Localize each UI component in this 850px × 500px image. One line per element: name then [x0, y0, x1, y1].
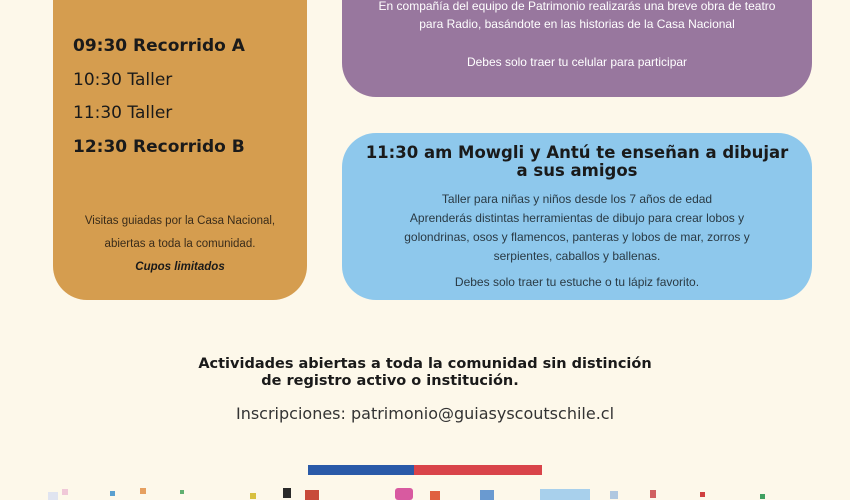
schedule-item-recorrido-a: 09:30 Recorrido A: [73, 36, 245, 56]
community-notice-line2: de registro activo o institución.: [261, 373, 519, 389]
drawing-activity-panel: [342, 133, 812, 300]
schedule-note-line1: Visitas guiadas por la Casa Nacional,: [84, 215, 276, 227]
flag-stripe: [308, 465, 542, 475]
schedule-panel: [53, 0, 307, 300]
drawing-activity-line2: Aprenderás distintas herramientas de dibujo para crear lobos y: [409, 211, 745, 225]
community-notice: [0, 356, 850, 390]
radio-activity-line2: para Radio, basándote en las historias de la Casa Nacional: [419, 17, 735, 31]
drawing-activity-line1: Taller para niñas y niños desde los 7 años de edad: [441, 192, 713, 206]
schedule-item-taller-1130: 11:30 Taller: [73, 103, 173, 123]
registration-email: Inscripciones: patrimonio@guiasyscoutschile.cl: [235, 404, 615, 423]
radio-activity-line1: En compañía del equipo de Patrimonio realizarás una breve obra de teatro: [378, 0, 776, 13]
schedule-note-emphasis: Cupos limitados: [135, 261, 225, 273]
schedule-item-taller-1030: 10:30 Taller: [73, 69, 173, 90]
flag-stripe-blue: [308, 465, 414, 475]
flag-stripe-red: [414, 465, 542, 475]
radio-activity-panel: [342, 0, 812, 97]
schedule-note-line2: abiertas a toda la comunidad.: [104, 238, 256, 250]
drawing-activity-title: 11:30 am Mowgli y Antú te enseñan a dibujar a sus amigos: [365, 143, 789, 180]
schedule-note: [53, 210, 307, 279]
schedule-item-recorrido-b: 12:30 Recorrido B: [73, 136, 245, 157]
drawing-activity-line4: serpientes, caballos y ballenas.: [493, 249, 661, 263]
drawing-activity-description: [372, 190, 782, 266]
confetti-decoration: [0, 485, 850, 500]
drawing-activity-requirement: Debes solo traer tu estuche o tu lápiz favorito.: [454, 275, 700, 289]
drawing-activity-line3: golondrinas, osos y flamencos, panteras y lobos de mar, zorros y: [404, 230, 750, 244]
radio-activity-requirement: Debes solo traer tu celular para participar: [466, 55, 688, 69]
community-notice-line1: Actividades abiertas a toda la comunidad sin distinción: [198, 356, 652, 372]
schedule-list: [73, 36, 245, 170]
